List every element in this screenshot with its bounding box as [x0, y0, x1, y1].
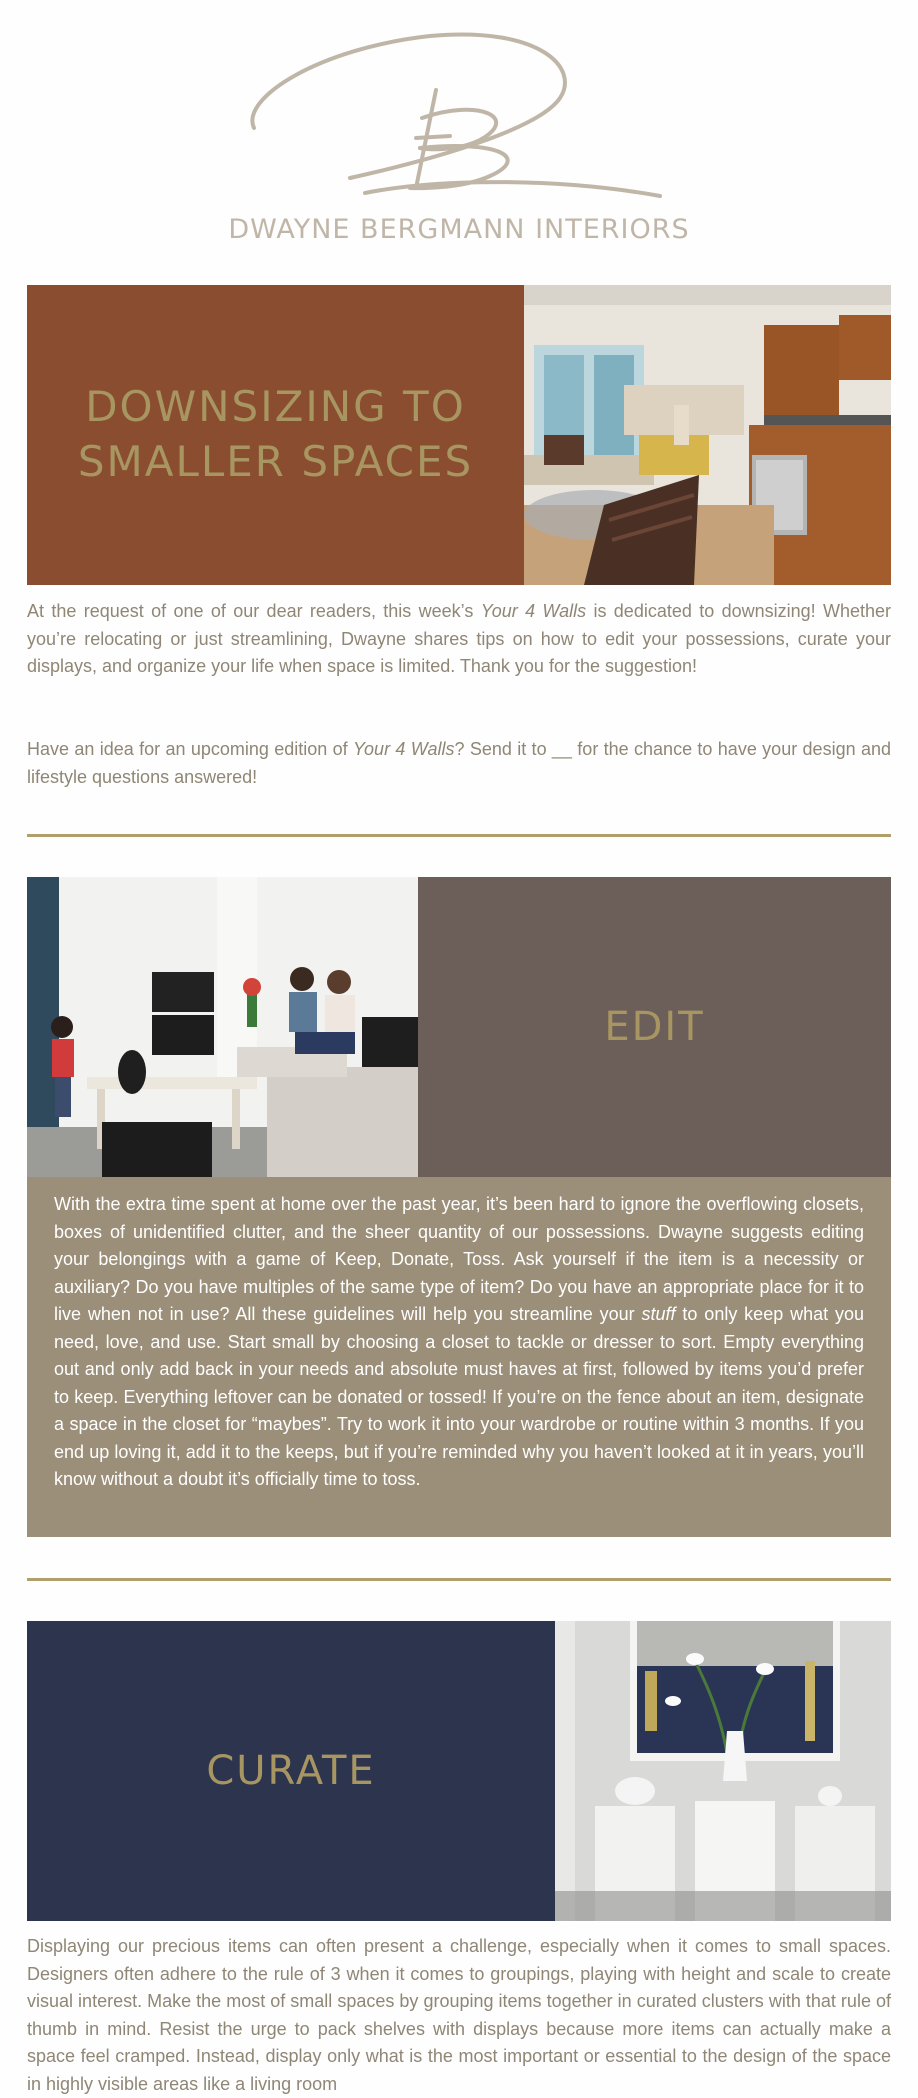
intro-paragraph-2: Have an idea for an upcoming edition of Your 4 Walls? Send it to __ for the chance to have your design and lifestyle questions answered!: [27, 739, 891, 787]
curate-pedestals-photo: [555, 1621, 891, 1921]
curate-title-panel: [27, 1621, 555, 1921]
hero-title: [78, 380, 473, 489]
edit-banner: [27, 877, 891, 1177]
edit-body-box: [27, 1177, 891, 1537]
section-divider: [27, 1578, 891, 1581]
publication-name: Your 4 Walls: [480, 601, 587, 621]
publication-name: Your 4 Walls: [353, 739, 455, 759]
intro-paragraph-1: At the request of one of our dear readers, this week’s Your 4 Walls is dedicated to downsizing! Whether you’re relocating or just streamlining, Dwayne shares tips on how to edit your possessions, curate your displays, and organize your life when space is limited. Thank you for the suggestion!: [27, 601, 891, 676]
hero-title-line-2: SMALLER SPACES: [77, 437, 474, 486]
curate-title: CURATE: [206, 1748, 376, 1794]
edit-title: EDIT: [604, 1004, 705, 1050]
hero-title-panel: [27, 285, 524, 585]
hero-title-line-1: DOWNSIZING TO: [85, 382, 466, 432]
brand-header: [0, 0, 918, 270]
edit-title-panel: [418, 877, 891, 1177]
brand-name: DWAYNE BERGMANN INTERIORS: [228, 214, 690, 245]
bergmann-logo-icon: [240, 28, 680, 208]
edit-paragraph: With the extra time spent at home over the past year, it’s been hard to ignore the overflowing closets, boxes of unidentified clutter, and the sheer quantity of our possessions. Dwayne suggests editing your belongings with a game of Keep, Donate, Toss. Ask yourself if the item is a necessity or auxiliary? Do you have multiples of the same type of item? Do you have an appropriate place for it to live when not in use? All these guidelines will help you streamline your stuff to only keep what you need, love, and use. Start small by choosing a closet to tackle or dresser to sort. Empty everything out and only add back in your needs and absolute must haves at first, followed by items you’d prefer to keep. Everything leftover can be donated or tossed! If you’re on the fence about an item, designate a space in the closet for “maybes”. Try to work it into your wardrobe or routine within 3 months. If you end up loving it, add it to the keeps, but if you’re reminded why you haven’t looked at it in years, you’ll know without a doubt it’s officially time to toss.: [54, 1194, 864, 1489]
curate-paragraph: Displaying our precious items can often present a challenge, especially when it comes to small spaces. Designers often adhere to the rule of 3 when it comes to groupings, playing with height and scale to create visual interest. Make the most of small spaces by grouping items together in curated clusters with that rule of thumb in mind. Resist the urge to pack shelves with displays because more items can actually make a space feel cramped. Instead, display only what is the most important or essential to the design of the space in highly visible areas like a living room: [27, 1936, 891, 2094]
edit-family-photo: [27, 877, 418, 1177]
section-divider: [27, 834, 891, 837]
hero-kitchen-photo: [524, 285, 891, 585]
curate-banner: [27, 1621, 891, 1921]
hero-banner: [27, 285, 891, 585]
